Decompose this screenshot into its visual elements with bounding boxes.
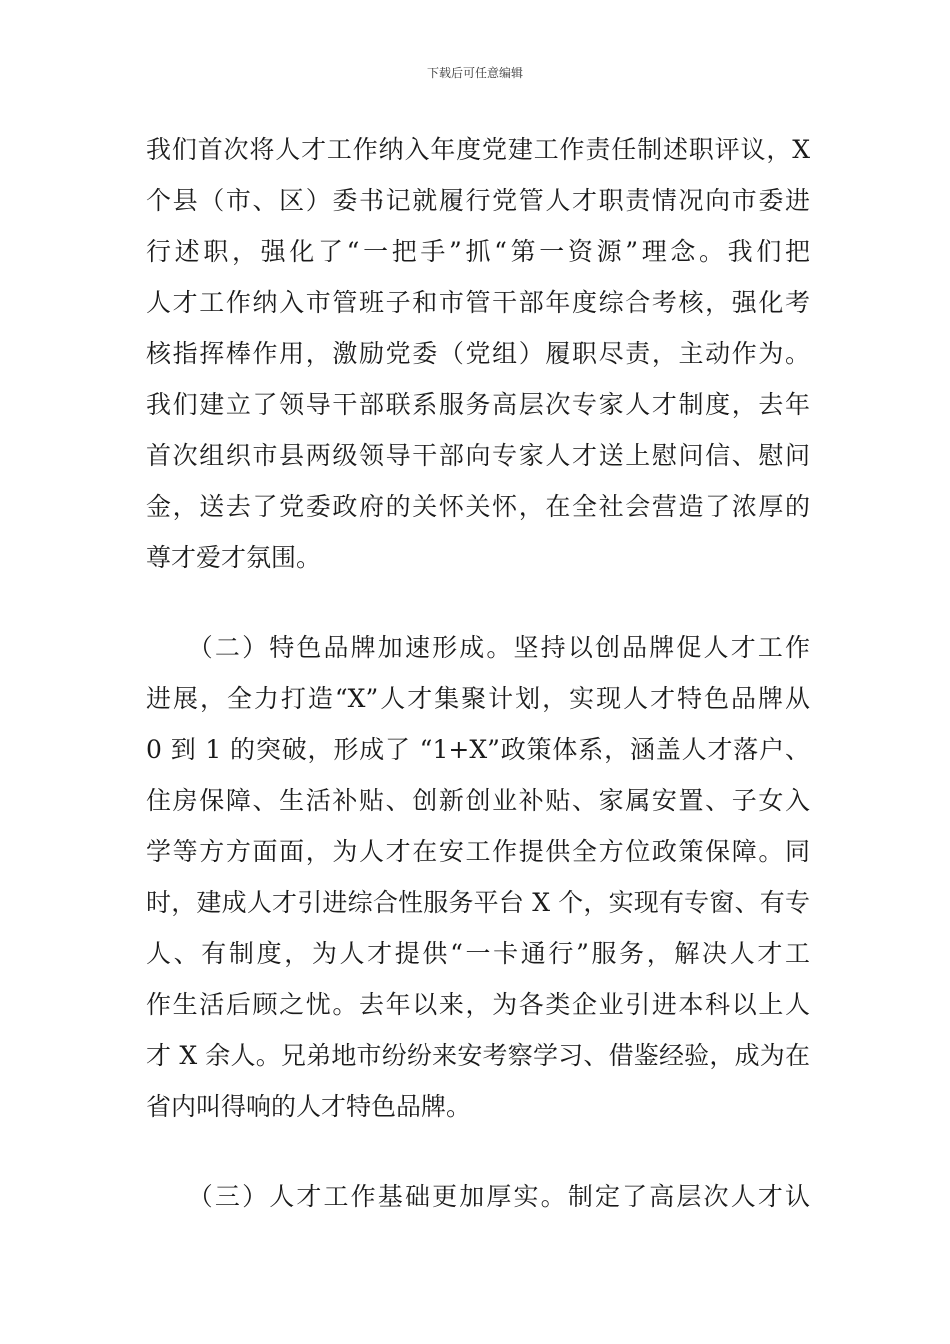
paragraph-1 — [146, 124, 810, 583]
text-line: 时，建成人才引进综合性服务平台 X 个，实现有专窗、有专 — [146, 888, 810, 917]
text-line: （三）人才工作基础更加厚实。制定了高层次人才认 — [146, 1182, 810, 1211]
text-line: 省内叫得响的人才特色品牌。 — [146, 1092, 472, 1121]
text-line: 学等方方面面，为人才在安工作提供全方位政策保障。同 — [146, 837, 810, 866]
text-line: 我们建立了领导干部联系服务高层次专家人才制度，去年 — [146, 390, 810, 419]
text-line: 作生活后顾之忧。去年以来，为各类企业引进本科以上人 — [146, 990, 810, 1019]
paragraph-1-text — [146, 124, 810, 583]
paragraph-3 — [146, 1171, 810, 1222]
text-line: 金，送去了党委政府的关怀关怀，在全社会营造了浓厚的 — [146, 492, 810, 521]
text-line: 个县（市、区）委书记就履行党管人才职责情况向市委进 — [146, 186, 810, 215]
text-line: 住房保障、生活补贴、创新创业补贴、家属安置、子女入 — [146, 786, 810, 815]
text-line: 人才工作纳入市管班子和市管干部年度综合考核，强化考 — [146, 288, 810, 317]
text-line: 尊才爱才氛围。 — [146, 543, 322, 572]
paragraph-2 — [146, 622, 810, 1132]
paragraph-3-text — [146, 1171, 810, 1222]
text-line: 核指挥棒作用，激励党委（党组）履职尽责，主动作为。 — [146, 339, 810, 368]
paragraph-2-text — [146, 622, 810, 1132]
text-line: 进展，全力打造“X”人才集聚计划，实现人才特色品牌从 — [146, 684, 810, 713]
text-line: 0 到 1 的突破，形成了 “1+X”政策体系，涵盖人才落户、 — [146, 735, 810, 764]
text-line: 才 X 余人。兄弟地市纷纷来安考察学习、借鉴经验，成为在 — [146, 1041, 810, 1070]
text-line: 首次组织市县两级领导干部向专家人才送上慰问信、慰问 — [146, 441, 810, 470]
text-line: 行述职，强化了“一把手”抓“第一资源”理念。我们把 — [146, 237, 810, 266]
text-line: 人、有制度，为人才提供“一卡通行”服务，解决人才工 — [146, 939, 810, 968]
text-line: （二）特色品牌加速形成。坚持以创品牌促人才工作 — [146, 633, 810, 662]
text-line: 我们首次将人才工作纳入年度党建工作责任制述职评议，X — [146, 135, 810, 164]
page-header: 下载后可任意编辑 — [426, 66, 523, 80]
